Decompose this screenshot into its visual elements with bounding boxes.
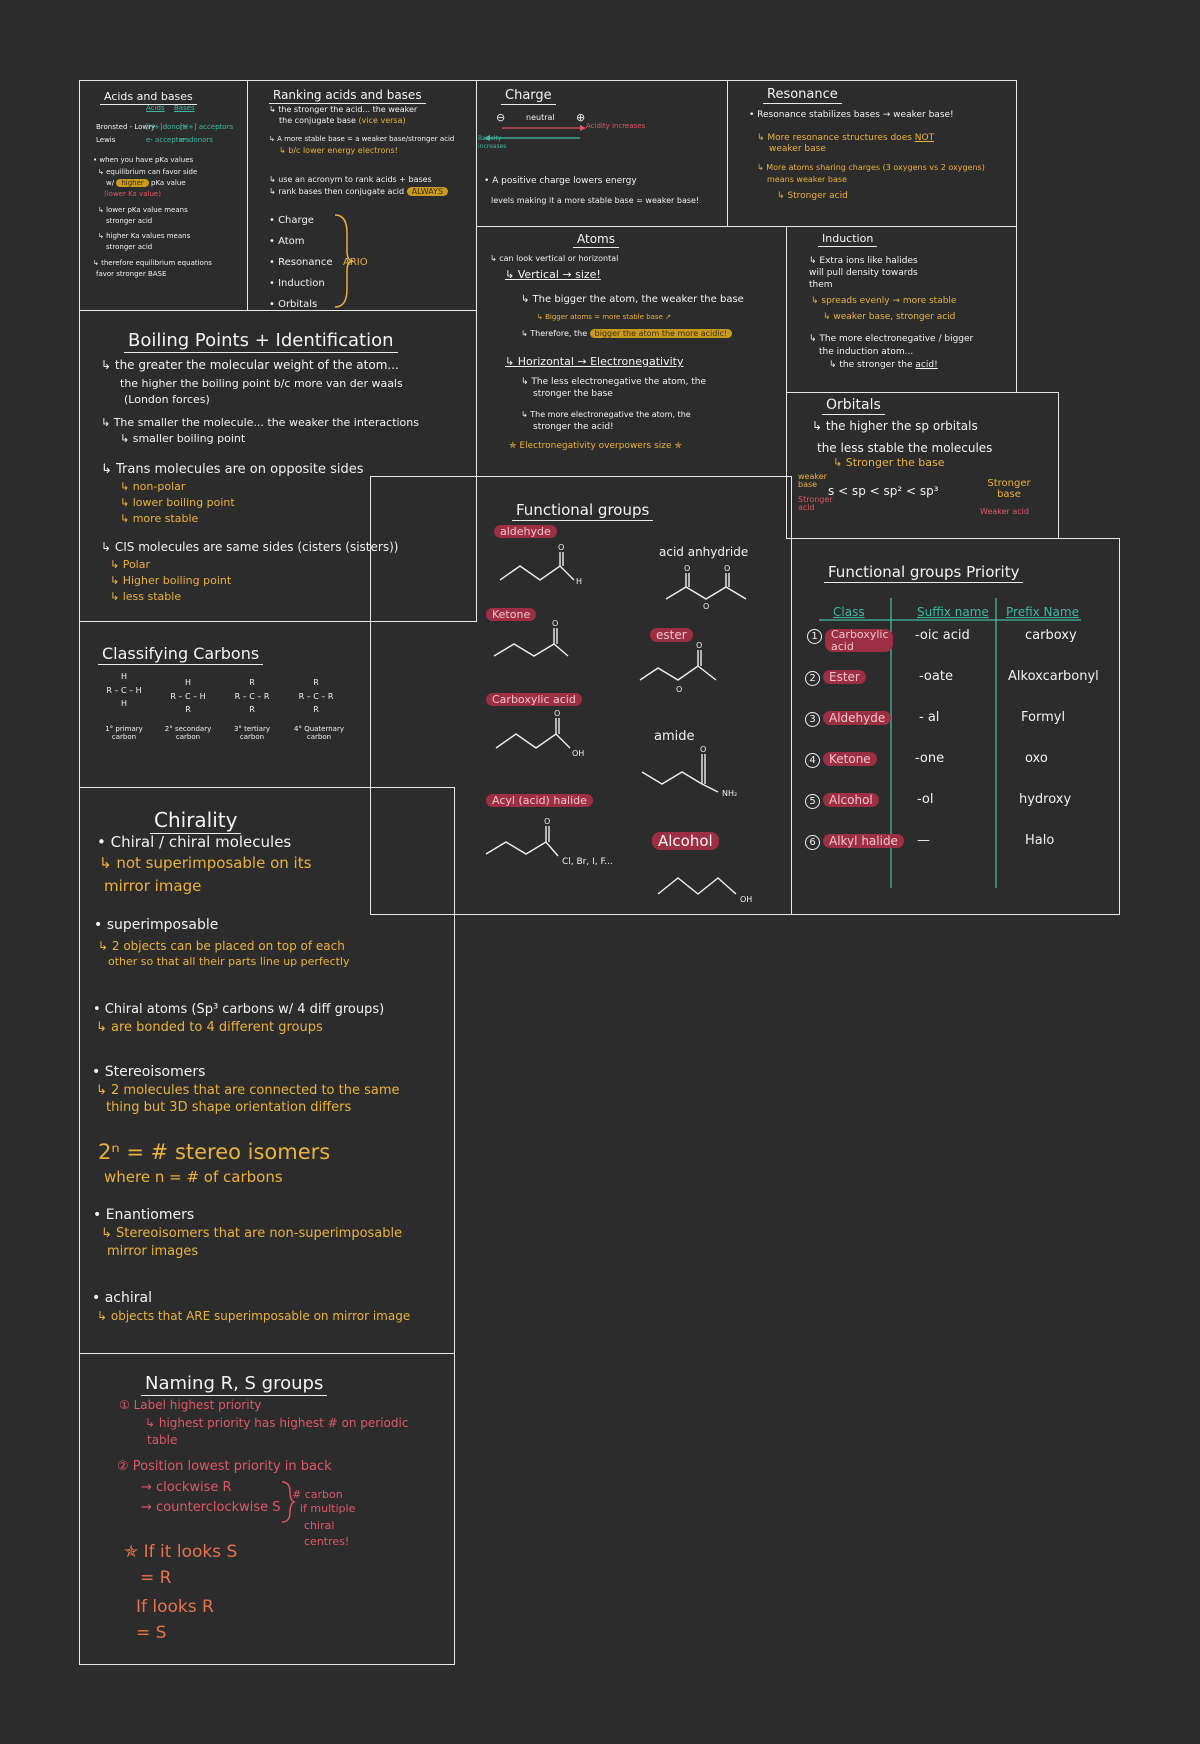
ab-line: favor stronger BASE <box>96 270 167 278</box>
naming-line: if multiple <box>300 1502 356 1515</box>
svg-text:O: O <box>558 543 565 552</box>
induction-title: Induction <box>818 232 877 245</box>
priority-prefix: carboxy <box>1025 628 1077 643</box>
amide-structure <box>640 745 740 798</box>
alcohol-structure <box>656 860 766 904</box>
acyl-halide-structure <box>484 817 634 867</box>
priority-suffix: -ol <box>917 792 934 807</box>
priority-suffix: — <box>917 833 930 848</box>
boiling-line: ↳ Polar <box>110 558 151 571</box>
boiling-line: ↳ more stable <box>120 512 199 525</box>
priority-header-prefix: Prefix Name <box>1006 605 1079 619</box>
ab-line: ↳ higher Ka values means <box>98 232 191 240</box>
priority-suffix: -oic acid <box>915 628 970 643</box>
svg-text:OH: OH <box>740 895 753 904</box>
carbon-structure: H R – C – H H <box>106 672 142 709</box>
atoms-title: Atoms <box>573 232 619 246</box>
ab-line: ↳ therefore equilibrium equations <box>93 259 212 267</box>
atoms-line: ↳ can look vertical or horizontal <box>490 254 619 263</box>
ab-line: ↳ equilibrium can favor side <box>98 168 198 176</box>
ketone-label: Ketone <box>486 608 536 622</box>
boiling-line: ↳ the greater the molecular weight of the atom... <box>101 358 399 372</box>
svg-text:O: O <box>676 685 683 694</box>
boiling-line: ↳ The smaller the molecule... the weaker the interactions <box>101 416 419 429</box>
ranking-item: • Charge <box>269 215 314 226</box>
priority-row: 2 Ester <box>805 670 866 686</box>
naming-line: # carbon <box>292 1488 343 1501</box>
induction-line: will pull density towards <box>809 268 918 278</box>
orbital-series: s < sp < sp² < sp³ <box>828 484 939 498</box>
ranking-line: ↳ rank bases then conjugate acid ALWAYS <box>269 187 448 197</box>
positive-sign: ⊕ <box>576 111 586 124</box>
ranking-line: ↳ A more stable base = a weaker base/stronger acid <box>269 135 455 143</box>
carbon-structure: R R – C – R R <box>234 678 270 715</box>
ab-line: w/ higher pKa value <box>106 179 186 187</box>
amide-label: amide <box>654 729 695 744</box>
ab-line: (lower Ka value) <box>104 190 161 198</box>
chirality-line: ↳ are bonded to 4 different groups <box>96 1020 323 1035</box>
priority-prefix: Halo <box>1025 833 1055 848</box>
ranking-item: • Orbitals <box>269 299 318 310</box>
svg-text:OH: OH <box>572 749 585 758</box>
naming-line: ① Label highest priority <box>119 1398 262 1412</box>
chirality-line: • Enantiomers <box>93 1207 195 1223</box>
svg-text:O: O <box>724 564 731 573</box>
priority-row: 6 Alkyl halide <box>805 834 904 850</box>
orbitals-title: Orbitals <box>822 397 885 413</box>
priority-row: 5 Alcohol <box>805 793 879 809</box>
induction-line: them <box>809 280 833 290</box>
chirality-line: • Chiral / chiral molecules <box>97 833 292 851</box>
stronger-acid-label: Stronger acid <box>798 495 833 513</box>
carbon-structure: R R – C – R R <box>298 678 334 715</box>
chirality-formula: 2ⁿ = # stereo isomers <box>98 1140 331 1164</box>
chirality-line: mirror image <box>104 877 202 895</box>
ranking-item: • Resonance <box>269 257 333 268</box>
chirality-line: • Chiral atoms (Sp³ carbons w/ 4 diff groups) <box>93 1002 385 1017</box>
bronsted-bases: [H+] acceptors <box>180 123 234 131</box>
lewis-label: Lewis <box>96 136 116 144</box>
atoms-line: ↳ Therefore, the bigger the atom the more acidic! <box>521 329 732 339</box>
negative-sign: ⊖ <box>496 111 506 124</box>
ranking-item: • Induction <box>269 278 325 289</box>
carbon-label: 2° secondary carbon <box>164 725 212 742</box>
naming-line: ✯ If it looks S <box>124 1542 238 1562</box>
carboxylic-acid-structure <box>494 709 585 758</box>
carbon-label: 1° primary carbon <box>105 725 143 742</box>
ranking-line: ↳ use an acronym to rank acids + bases <box>269 175 432 184</box>
priority-prefix: Alkoxcarbonyl <box>1008 669 1099 684</box>
atoms-line: ↳ The more electronegative the atom, the <box>521 410 691 419</box>
chirality-line: ↳ 2 objects can be placed on top of each <box>98 939 345 953</box>
priority-prefix: Formyl <box>1021 710 1066 725</box>
atoms-line: ✯ Electronegativity overpowers size ✯ <box>509 441 682 451</box>
resonance-line: weaker base <box>769 144 826 154</box>
charge-title: Charge <box>501 88 556 103</box>
bases-column-label: Bases <box>174 104 195 112</box>
chirality-line: thing but 3D shape orientation differs <box>106 1100 352 1115</box>
boiling-line: ↳ CIS molecules are same sides (cisters (sisters)) <box>101 540 399 554</box>
induction-line: ↳ spreads evenly → more stable <box>811 296 957 306</box>
induction-line: ↳ The more electronegative / bigger <box>809 334 974 344</box>
chirality-line: • Stereoisomers <box>92 1064 206 1080</box>
carboxylic-acid-label: Carboxylic acid <box>486 693 582 707</box>
ranking-item: • Atom <box>269 236 305 247</box>
resonance-line: ↳ Stronger acid <box>777 191 848 201</box>
functional-groups-title: Functional groups <box>512 501 653 519</box>
priority-row: 3 Aldehyde <box>805 711 891 727</box>
acid-anhydride-label: acid anhydride <box>659 545 749 559</box>
ab-line: • when you have pKa values <box>93 156 194 164</box>
priority-suffix: - al <box>919 710 940 725</box>
naming-line: = R <box>140 1568 172 1588</box>
orbitals-line: ↳ Stronger the base <box>833 456 945 469</box>
boiling-line: ↳ less stable <box>110 590 182 603</box>
chirality-line: where n = # of carbons <box>104 1168 283 1186</box>
priority-suffix: -one <box>915 751 945 766</box>
naming-line: → clockwise R <box>141 1480 232 1495</box>
acids-column-label: Acids <box>146 104 165 112</box>
bronsted-acids: [H+]donors <box>146 123 187 131</box>
atoms-line: stronger the acid! <box>533 422 614 432</box>
orbitals-line: ↳ the higher the sp orbitals <box>812 419 978 433</box>
resonance-title: Resonance <box>763 87 842 102</box>
priority-header-suffix: Suffix name <box>917 605 989 619</box>
ranking-line: the conjugate base (vice versa) <box>279 116 406 125</box>
induction-line: ↳ the stronger the acid! <box>829 360 938 370</box>
atoms-line: ↳ The bigger the atom, the weaker the base <box>521 294 744 305</box>
naming-line: ② Position lowest priority in back <box>117 1459 332 1474</box>
resonance-line: • Resonance stabilizes bases → weaker base! <box>749 110 954 120</box>
boiling-line: the higher the boiling point b/c more van der waals <box>120 377 403 390</box>
priority-prefix: hydroxy <box>1019 792 1072 807</box>
atoms-line: ↳ Horizontal → Electronegativity <box>505 355 684 368</box>
bronsted-label: Bronsted - Lowry <box>96 123 156 131</box>
chirality-line: ↳ 2 molecules that are connected to the same <box>96 1083 400 1098</box>
charge-line: • A positive charge lowers energy <box>484 176 637 186</box>
atoms-line: ↳ Bigger atoms = more stable base ↗ <box>537 313 671 321</box>
chirality-line: other so that all their parts line up perfectly <box>108 955 350 968</box>
naming-line: = S <box>136 1623 167 1643</box>
carbon-structure: H R – C – H R <box>170 678 206 715</box>
naming-line: If looks R <box>136 1597 214 1617</box>
chirality-line: • superimposable <box>94 917 219 933</box>
svg-text:O: O <box>554 709 561 718</box>
naming-rs-title: Naming R, S groups <box>141 1373 327 1394</box>
naming-line: ↳ highest priority has highest # on periodic <box>145 1416 409 1430</box>
boiling-line: ↳ Trans molecules are on opposite sides <box>101 462 364 477</box>
svg-text:O: O <box>700 745 707 754</box>
naming-line: chiral <box>304 1519 335 1532</box>
priority-row: 1 Carboxylic acid <box>807 629 893 652</box>
ester-label: ester <box>650 628 693 643</box>
chirality-line: ↳ objects that ARE superimposable on mirror image <box>97 1309 411 1323</box>
boiling-title: Boiling Points + Identification <box>124 330 398 351</box>
atoms-line: stronger the base <box>533 389 613 399</box>
neutral-label: neutral <box>526 113 555 122</box>
basicity-label: Basicity increases <box>478 135 507 150</box>
aldehyde-structure <box>498 543 588 593</box>
boiling-line: (London forces) <box>124 393 210 406</box>
carbon-label: 4° Quaternary carbon <box>294 725 344 742</box>
boiling-line: ↳ non-polar <box>120 480 186 493</box>
ranking-title: Ranking acids and bases <box>269 88 426 102</box>
priority-row: 4 Ketone <box>805 752 877 768</box>
chirality-line: ↳ Stereoisomers that are non-superimposable <box>101 1226 403 1241</box>
induction-line: the induction atom... <box>819 347 914 357</box>
ranking-line: ↳ the stronger the acid... the weaker <box>269 105 418 114</box>
acids-bases-title: Acids and bases <box>100 90 197 103</box>
svg-text:O: O <box>552 619 559 628</box>
acidity-label: Acidity increases <box>586 122 646 130</box>
svg-text:Cl, Br, I, F...: Cl, Br, I, F... <box>562 857 613 867</box>
naming-line: → counterclockwise S <box>141 1500 281 1515</box>
chirality-title: Chirality <box>150 808 241 832</box>
priority-prefix: oxo <box>1025 751 1048 766</box>
chirality-line: • achiral <box>92 1290 152 1306</box>
naming-line: table <box>147 1433 178 1447</box>
weaker-base-label: weaker base <box>798 472 827 490</box>
boiling-line: ↳ lower boiling point <box>120 496 235 509</box>
alcohol-label: Alcohol <box>652 832 719 851</box>
svg-text:NH₂: NH₂ <box>722 789 738 798</box>
chirality-line: ↳ not superimposable on its <box>99 854 312 872</box>
ab-line: stronger acid <box>106 243 153 251</box>
ester-structure <box>638 641 728 694</box>
priority-suffix: -oate <box>919 669 953 684</box>
acyl-halide-label: Acyl (acid) halide <box>486 794 593 808</box>
svg-text:O: O <box>703 602 710 611</box>
priority-header-class: Class <box>833 605 865 619</box>
charge-line: levels making it a more stable base = weaker base! <box>491 196 700 205</box>
resonance-line: means weaker base <box>767 175 847 184</box>
orbitals-line: the less stable the molecules <box>817 441 993 455</box>
svg-text:O: O <box>544 817 551 826</box>
atoms-line: ↳ Vertical → size! <box>505 268 601 281</box>
aldehyde-label: aldehyde <box>494 525 557 539</box>
lewis-acids: e- acceptors <box>146 136 190 144</box>
naming-line: centres! <box>304 1535 350 1548</box>
priority-title: Functional groups Priority <box>824 563 1023 581</box>
atoms-line: ↳ The less electronegative the atom, the <box>521 377 707 387</box>
boiling-line: ↳ smaller boiling point <box>120 432 246 445</box>
chirality-line: mirror images <box>107 1244 199 1259</box>
boiling-line: ↳ Higher boiling point <box>110 574 232 587</box>
weaker-acid-label: Weaker acid <box>980 507 1029 516</box>
ab-line: ↳ lower pKa value means <box>98 206 188 214</box>
ranking-line: ↳ b/c lower energy electrons! <box>279 146 398 155</box>
ranking-acronym: ARIO <box>343 257 368 268</box>
carbon-label: 3° tertiary carbon <box>233 725 271 742</box>
classifying-carbons-title: Classifying Carbons <box>98 644 263 663</box>
svg-text:O: O <box>696 641 703 650</box>
stronger-base-label: Stronger base <box>987 478 1031 500</box>
acid-anhydride-structure <box>664 565 754 610</box>
ab-line: stronger acid <box>106 217 153 225</box>
svg-text:O: O <box>684 564 691 573</box>
resonance-line: ↳ More resonance structures does NOT <box>757 133 935 143</box>
svg-text:H: H <box>576 577 583 586</box>
induction-line: ↳ Extra ions like halides <box>809 256 918 266</box>
lewis-bases: e- donors <box>180 136 214 144</box>
ketone-structure <box>492 620 582 665</box>
induction-line: ↳ weaker base, stronger acid <box>823 312 956 322</box>
resonance-line: ↳ More atoms sharing charges (3 oxygens vs 2 oxygens) <box>757 163 985 172</box>
naming-brace <box>280 1480 294 1524</box>
